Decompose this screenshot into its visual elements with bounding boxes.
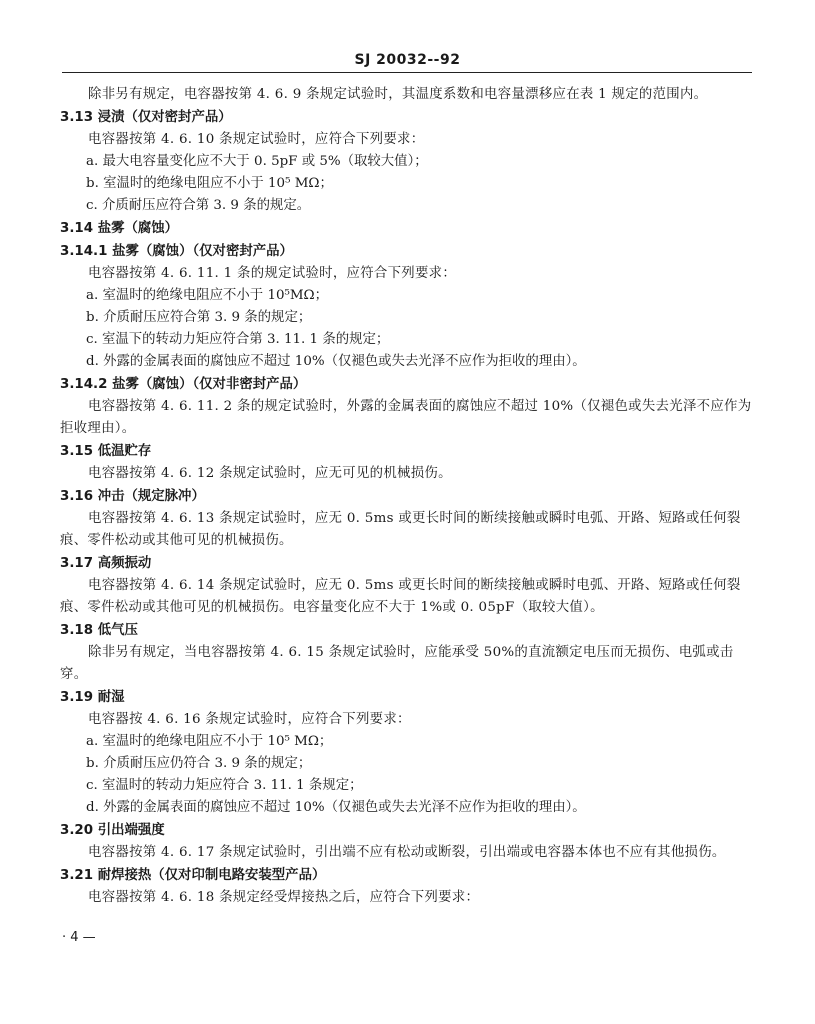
- paragraph: 电容器按第 4. 6. 12 条规定试验时，应无可见的机械损伤。: [88, 466, 452, 481]
- list-item: d. 外露的金属表面的腐蚀应不超过 10%（仅褪色或失去光泽不应作为拒收的理由）。: [86, 354, 586, 369]
- paragraph: 电容器按 4. 6. 16 条规定试验时，应符合下列要求：: [88, 712, 411, 727]
- list-item: c. 室温下的转动力矩应符合第 3. 11. 1 条的规定；: [86, 332, 390, 347]
- paragraph: 电容器按第 4. 6. 13 条规定试验时，应无 0. 5ms 或更长时间的断续接触或瞬时电弧、开路、短路或任何裂痕、零件松动或其他可见的机械损伤。: [60, 511, 741, 548]
- list-item: a. 室温时的绝缘电阻应不小于 10⁵ MΩ；: [86, 734, 333, 749]
- paragraph: 电容器按第 4. 6. 17 条规定试验时，引出端不应有松动或断裂，引出端或电容器本体也不应有其他损伤。: [88, 845, 726, 860]
- header-rule: [62, 72, 752, 73]
- list-item: b. 室温时的绝缘电阻应不小于 10⁵ MΩ；: [86, 176, 333, 191]
- list-item: b. 介质耐压应符合第 3. 9 条的规定；: [86, 310, 312, 325]
- list-item: b. 介质耐压应仍符合 3. 9 条的规定；: [86, 756, 312, 771]
- list-item: d. 外露的金属表面的腐蚀应不超过 10%（仅褪色或失去光泽不应作为拒收的理由）。: [86, 800, 586, 815]
- section-heading-3-18: 3.18 低气压: [60, 622, 138, 638]
- section-heading-3-14-2: 3.14.2 盐雾（腐蚀）（仅对非密封产品）: [60, 376, 307, 392]
- section-heading-3-20: 3.20 引出端强度: [60, 822, 165, 838]
- list-item: c. 室温时的转动力矩应符合 3. 11. 1 条规定；: [86, 778, 363, 793]
- paragraph: 电容器按第 4. 6. 14 条规定试验时，应无 0. 5ms 或更长时间的断续接触或瞬时电弧、开路、短路或任何裂痕、零件松动或其他可见的机械损伤。电容量变化应不大于 1%或 0. 05pF（取较大值）。: [60, 578, 741, 615]
- paragraph: 电容器按第 4. 6. 11. 1 条的规定试验时，应符合下列要求：: [88, 266, 457, 281]
- document-code-header: SJ 20032--92: [354, 52, 461, 68]
- section-heading-3-15: 3.15 低温贮存: [60, 443, 152, 459]
- section-heading-3-14-1: 3.14.1 盐雾（腐蚀）（仅对密封产品）: [60, 243, 293, 259]
- paragraph: 电容器按第 4. 6. 11. 2 条的规定试验时，外露的金属表面的腐蚀应不超过 10%（仅褪色或失去光泽不应作为拒收理由）。: [60, 399, 752, 436]
- paragraph: 电容器按第 4. 6. 10 条规定试验时，应符合下列要求：: [88, 132, 425, 147]
- list-item: a. 最大电容量变化应不大于 0. 5pF 或 5%（取较大值）；: [86, 154, 428, 169]
- list-item: c. 介质耐压应符合第 3. 9 条的规定。: [86, 198, 311, 213]
- section-heading-3-13: 3.13 浸渍（仅对密封产品）: [60, 109, 232, 125]
- section-heading-3-21: 3.21 耐焊接热（仅对印制电路安装型产品）: [60, 867, 326, 883]
- section-heading-3-14: 3.14 盐雾（腐蚀）: [60, 220, 179, 236]
- paragraph: 除非另有规定，当电容器按第 4. 6. 15 条规定试验时，应能承受 50%的直流额定电压而无损伤、电弧或击穿。: [60, 645, 734, 682]
- section-heading-3-16: 3.16 冲击（规定脉冲）: [60, 488, 205, 504]
- page-number: · 4 —: [62, 930, 96, 945]
- list-item: a. 室温时的绝缘电阻应不小于 10⁵MΩ；: [86, 288, 329, 303]
- document-body: [60, 84, 760, 909]
- paragraph: 除非另有规定，电容器按第 4. 6. 9 条规定试验时，其温度系数和电容量漂移应在表 1 规定的范围内。: [88, 87, 708, 102]
- paragraph: 电容器按第 4. 6. 18 条规定经受焊接热之后，应符合下列要求：: [88, 890, 480, 905]
- section-heading-3-19: 3.19 耐湿: [60, 689, 125, 705]
- section-heading-3-17: 3.17 高频振动: [60, 555, 152, 571]
